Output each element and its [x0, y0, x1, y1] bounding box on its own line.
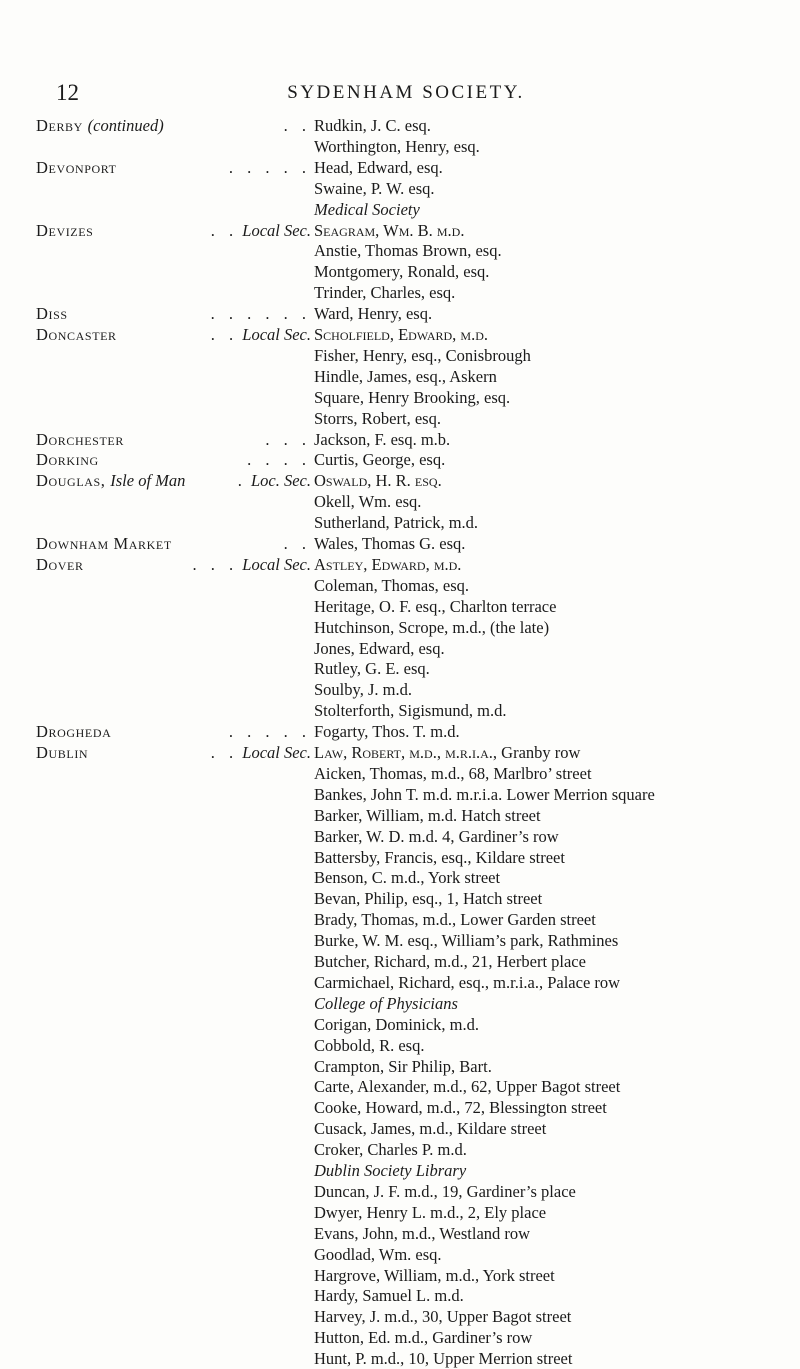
place-label: Diss	[36, 304, 68, 324]
running-title: SYDENHAM SOCIETY.	[287, 82, 525, 103]
leader-dots: . . . . .	[228, 722, 311, 742]
member-name	[314, 743, 580, 763]
place-label: Dorchester	[36, 429, 124, 449]
member-text: Crampton, Sir Philip, Bart.	[314, 1056, 492, 1076]
local-sec-label: Local Sec.	[242, 743, 311, 762]
member-name	[314, 1015, 479, 1035]
place-label: Downham Market	[36, 534, 172, 553]
member-text: Barker, William, m.d. Hatch street	[314, 805, 541, 825]
member-text: Carmichael, Richard, esq., m.r.i.a., Palace row	[314, 972, 621, 992]
member-text: Head, Edward, esq.	[314, 157, 443, 177]
member-name	[314, 680, 412, 700]
member-text: Hardy, Samuel L. m.d.	[314, 1286, 464, 1306]
member-text: Okell, Wm. esq.	[314, 492, 422, 512]
member-text: Evans, John, m.d., Westland row	[314, 1223, 531, 1243]
place-name	[36, 534, 311, 554]
member-name	[314, 952, 586, 972]
member-text: Hindle, James, esq., Askern	[314, 366, 497, 386]
member-text: Anstie, Thomas Brown, esq.	[314, 241, 502, 261]
member-text: Battersby, Francis, esq., Kildare street	[314, 847, 565, 867]
place-label: Dublin	[36, 743, 89, 762]
member-text: Jones, Edward, esq.	[314, 638, 445, 658]
place-name	[36, 325, 311, 345]
member-text: Montgomery, Ronald, esq.	[314, 262, 490, 282]
member-name	[314, 262, 489, 282]
member-name	[314, 1077, 620, 1097]
place-name	[36, 430, 311, 450]
place-label: Derby	[36, 116, 83, 135]
member-text: Rutley, G. E. esq.	[314, 659, 430, 679]
member-name	[314, 701, 507, 721]
member-text: Croker, Charles P. m.d.	[314, 1140, 467, 1160]
member-name	[314, 1098, 607, 1118]
leader-dots: . . . . .	[228, 157, 311, 177]
member-text: Soulby, J. m.d.	[314, 680, 412, 700]
member-name	[314, 409, 441, 429]
local-sec-label: Loc. Sec.	[250, 471, 311, 491]
member-name	[314, 513, 478, 533]
leader-dots: . . . .	[247, 450, 311, 470]
place-name	[36, 722, 311, 742]
member-text: Fisher, Henry, esq., Conisbrough	[314, 345, 531, 365]
member-name	[314, 221, 464, 241]
member-name	[314, 576, 469, 596]
local-secretary-name: Scholfield, Edward, m.d.	[314, 325, 489, 344]
member-text: Goodlad, Wm. esq.	[314, 1244, 442, 1264]
member-text: Dublin Society Library	[314, 1161, 467, 1180]
member-name	[314, 1349, 572, 1369]
place-name	[36, 158, 311, 178]
member-text: Duncan, J. F. m.d., 19, Gardiner’s place	[314, 1181, 576, 1201]
member-name	[314, 806, 541, 826]
member-name	[314, 1203, 546, 1223]
member-name	[314, 1119, 546, 1139]
local-secretary-name: Law, Robert, m.d., m.r.i.a.,	[314, 743, 498, 762]
place-note: Isle of Man	[110, 471, 186, 491]
member-name	[314, 179, 435, 199]
member-text: Burke, W. M. esq., William’s park, Rathmines	[314, 931, 619, 951]
member-name	[314, 868, 500, 888]
member-name	[314, 367, 497, 387]
member-name	[314, 1036, 424, 1056]
member-name	[314, 430, 450, 450]
member-text: Rudkin, J. C. esq.	[314, 116, 431, 135]
member-text: Hutchinson, Scrope, m.d., (the late)	[314, 617, 550, 637]
member-text: Swaine, P. W. esq.	[314, 178, 435, 198]
member-name	[314, 722, 460, 742]
institution-member	[314, 1161, 466, 1181]
place-name	[36, 116, 311, 136]
member-name	[314, 283, 455, 303]
member-text: Heritage, O. F. esq., Charlton terrace	[314, 596, 557, 616]
local-secretary-name: Astley, Edward, m.d.	[314, 554, 462, 574]
place-label: Dover	[36, 554, 84, 574]
leader-dots: . . .	[265, 429, 311, 449]
place-label: Doncaster	[36, 325, 117, 344]
member-name	[314, 304, 432, 324]
member-name	[314, 785, 655, 805]
member-name	[314, 827, 559, 847]
member-text: Square, Henry Brooking, esq.	[314, 387, 511, 407]
member-name	[314, 450, 445, 470]
institution-member	[314, 200, 420, 220]
page-number: 12	[56, 80, 79, 105]
institution-member	[314, 994, 458, 1014]
member-text: Jackson, F. esq. m.b.	[314, 429, 451, 449]
member-text: Medical Society	[314, 199, 420, 219]
member-name	[314, 1266, 555, 1286]
member-text: Hargrove, William, m.d., York street	[314, 1265, 555, 1285]
member-name	[314, 910, 596, 930]
member-text: Harvey, J. m.d., 30, Upper Bagot street	[314, 1307, 572, 1327]
member-name	[314, 471, 442, 491]
member-text: Granby row	[497, 743, 581, 762]
member-name	[314, 346, 531, 366]
member-name	[314, 1057, 492, 1077]
place-label: Devonport	[36, 157, 117, 177]
member-text: Wales, Thomas G. esq.	[314, 534, 466, 553]
member-name	[314, 931, 618, 951]
local-secretary-marker	[211, 743, 311, 763]
member-name	[314, 137, 480, 157]
place-name	[36, 471, 311, 491]
leader-dots: . .	[210, 220, 239, 240]
member-text: Brady, Thomas, m.d., Lower Garden street	[314, 910, 596, 930]
member-text: Cusack, James, m.d., Kildare street	[314, 1119, 547, 1139]
member-name	[314, 492, 421, 512]
member-text: Butcher, Richard, m.d., 21, Herbert place	[314, 952, 586, 971]
member-text: Cooke, Howard, m.d., 72, Blessington street	[314, 1098, 607, 1118]
member-text: Dwyer, Henry L. m.d., 2, Ely place	[314, 1202, 547, 1222]
member-name	[314, 1286, 464, 1306]
member-text: Coleman, Thomas, esq.	[314, 575, 470, 595]
place-name	[36, 221, 311, 241]
member-name	[314, 1140, 467, 1160]
member-text: Ward, Henry, esq.	[314, 304, 433, 324]
local-sec-label: Local Sec.	[242, 325, 311, 344]
member-text: Worthington, Henry, esq.	[314, 136, 480, 156]
member-name	[314, 597, 556, 617]
member-name	[314, 1328, 532, 1348]
place-name	[36, 304, 311, 324]
member-name	[314, 1307, 571, 1327]
leader-dots: . .	[283, 116, 311, 135]
leader-dots: . .	[210, 743, 239, 762]
local-secretary-marker	[211, 325, 311, 345]
leader-dots: . . . . . .	[210, 304, 311, 324]
member-name	[314, 973, 620, 993]
place-label: Douglas,	[36, 471, 106, 491]
member-text: Bankes, John T. m.d. m.r.i.a. Lower Merrion square	[314, 784, 655, 804]
member-text: Stolterforth, Sigismund, m.d.	[314, 701, 507, 721]
member-name	[314, 889, 542, 909]
leader-dots: . . .	[192, 554, 239, 574]
place-note: (continued)	[87, 116, 164, 135]
member-text: Trinder, Charles, esq.	[314, 283, 456, 303]
member-text: Curtis, George, esq.	[314, 450, 446, 470]
member-text: Fogarty, Thos. T. m.d.	[314, 722, 460, 742]
place-label: Dorking	[36, 450, 99, 470]
member-name	[314, 555, 461, 575]
member-text: Storrs, Robert, esq.	[314, 408, 441, 428]
leader-dots: . .	[210, 325, 239, 344]
member-name	[314, 534, 465, 554]
leader-dots: . .	[283, 534, 311, 553]
member-text: Benson, C. m.d., York street	[314, 868, 501, 888]
member-name	[314, 639, 445, 659]
place-label: Devizes	[36, 220, 94, 240]
member-text: Carte, Alexander, m.d., 62, Upper Bagot street	[314, 1077, 621, 1097]
member-text: Bevan, Philip, esq., 1, Hatch street	[314, 889, 543, 909]
member-name	[314, 325, 488, 345]
local-secretary-name: Oswald, H. R. esq.	[314, 471, 442, 491]
member-name	[314, 241, 502, 261]
place-name	[36, 450, 311, 470]
place-name	[36, 555, 311, 575]
local-secretary-marker	[193, 555, 311, 575]
page-header	[56, 80, 756, 106]
member-text: Cobbold, R. esq.	[314, 1035, 425, 1055]
local-sec-label: Local Sec.	[242, 220, 311, 240]
member-name	[314, 1245, 442, 1265]
local-sec-label: Local Sec.	[242, 554, 311, 574]
member-text: Barker, W. D. m.d. 4, Gardiner’s row	[314, 826, 559, 846]
member-text: Hunt, P. m.d., 10, Upper Merrion street	[314, 1349, 573, 1369]
member-text: Corigan, Dominick, m.d.	[314, 1014, 479, 1034]
member-name	[314, 388, 510, 408]
member-text: Hutton, Ed. m.d., Gardiner’s row	[314, 1328, 533, 1348]
place-label: Drogheda	[36, 722, 112, 742]
leader-dots: .	[237, 471, 247, 491]
member-name	[314, 848, 565, 868]
member-name	[314, 764, 592, 784]
member-name	[314, 1182, 576, 1202]
member-name	[314, 116, 431, 136]
place-name	[36, 743, 311, 763]
member-text: Aicken, Thomas, m.d., 68, Marlbro’ street	[314, 763, 592, 783]
member-name	[314, 659, 430, 679]
local-secretary-name: Seagram, Wm. B. m.d.	[314, 220, 465, 240]
local-secretary-marker	[238, 471, 311, 491]
member-name	[314, 1224, 530, 1244]
member-text: Sutherland, Patrick, m.d.	[314, 513, 479, 533]
member-text: College of Physicians	[314, 993, 458, 1013]
member-name	[314, 618, 549, 638]
local-secretary-marker	[211, 221, 311, 241]
member-name	[314, 158, 443, 178]
